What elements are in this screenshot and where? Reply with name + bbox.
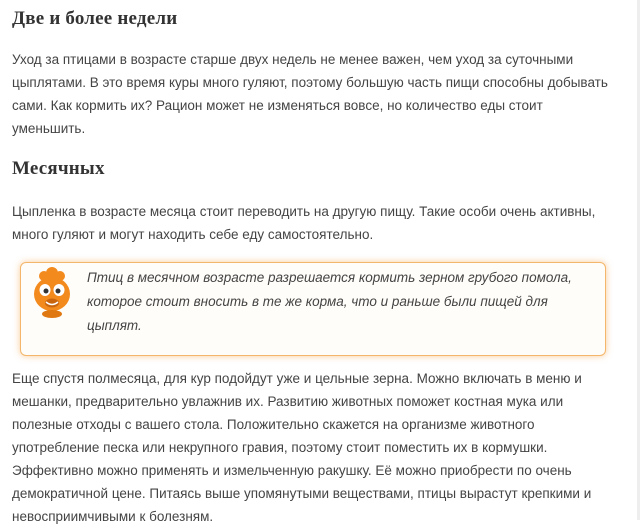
section-paragraph-monthly: Цыпленка в возрасте месяца стоит переводить на другую пищу. Такие особи очень активны, много гуляют и могут находить себе еду самостоятельно.: [12, 204, 596, 242]
section-heading-monthly: Месячных: [12, 158, 105, 179]
tip-box: [20, 262, 606, 356]
section-paragraph-half-month: Еще спустя полмесяца, для кур подойдут уже и цельные зерна. Можно включать в меню и мешанки, предварительно увлажнив их. Развитию животных поможет костная мука или полезные отходы с вашего стола. Положительно скажется на организме животного употребление песка или некрупного гравия, поэтому стоит поместить их в кормушки. Эффективно можно применять и измельченную ракушку. Её можно приобрести по очень демократичной цене. Питаясь выше упомянутыми веществами, птицы вырастут крепкими и невосприимчивыми к болезням.: [12, 371, 592, 524]
section-paragraph-two-weeks: Уход за птицами в возрасте старше двух недель не менее важен, чем уход за суточными цыплятами. В это время куры много гуляют, поэтому большую часть пищи способны добывать сами. Как кормить их? Рацион может не изменяться вовсе, но количество еды стоит уменьшить.: [12, 52, 608, 136]
section-heading-two-weeks: Две и более недели: [12, 8, 178, 29]
chicken-mascot-icon: [29, 267, 75, 319]
tip-text: Птиц в месячном возрасте разрешается кормить зерном грубого помола, которое стоит вносить в те же корма, что и раньше были пищей для цыплят.: [87, 270, 572, 333]
